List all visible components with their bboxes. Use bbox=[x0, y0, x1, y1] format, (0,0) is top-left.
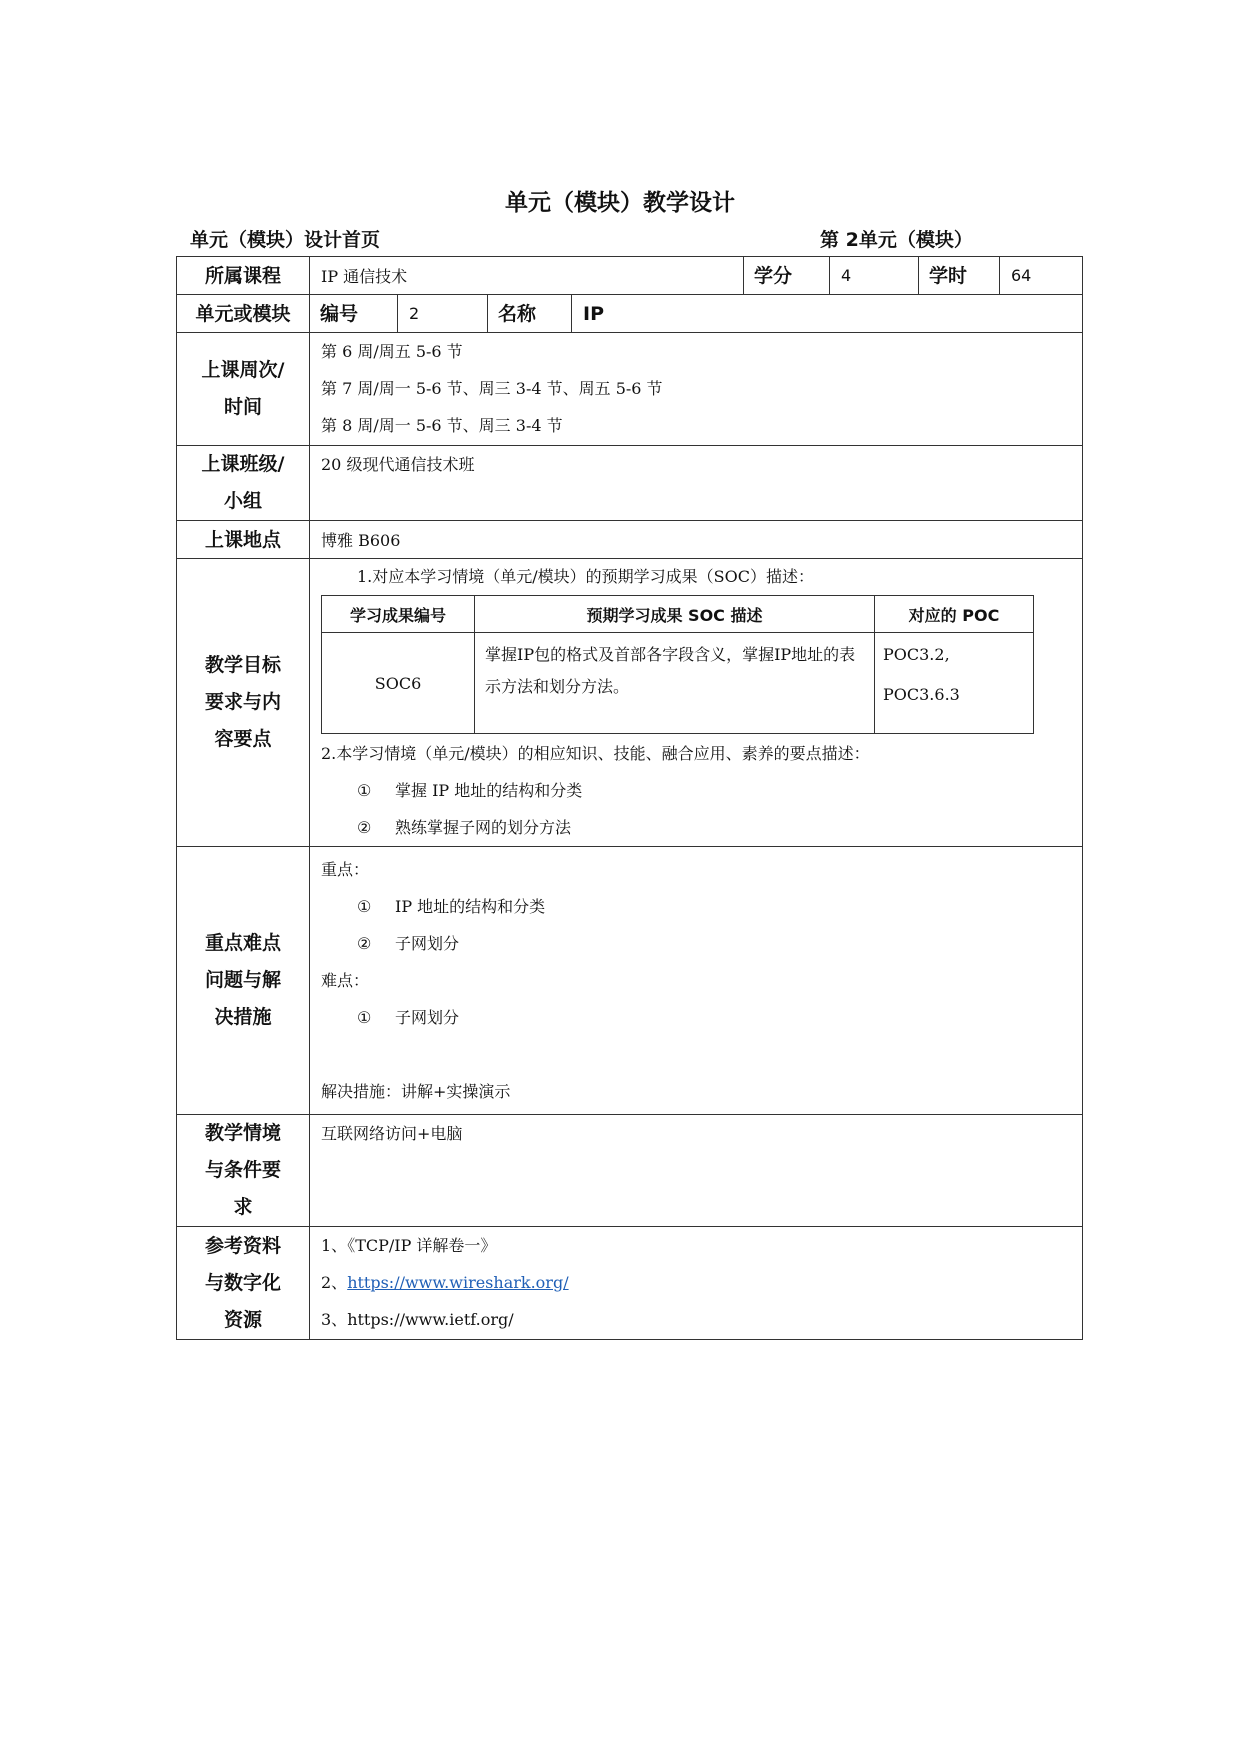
objectives-row bbox=[177, 559, 1083, 847]
schedule-label-text: 上课周次/ 时间 bbox=[201, 359, 285, 418]
credit-label: 学分 bbox=[744, 257, 830, 295]
context-row bbox=[177, 1115, 1083, 1227]
schedule-line: 第 8 周/周一 5-6 节、周三 3-4 节 bbox=[321, 416, 563, 435]
objectives-label-text: 教学目标 要求与内 容要点 bbox=[204, 654, 281, 750]
objectives-content bbox=[310, 559, 1083, 847]
hard-mark: ① bbox=[357, 1008, 372, 1027]
class-value-cell bbox=[310, 446, 1083, 521]
objectives-intro: 1.对应本学习情境（单元/模块）的预期学习成果（SOC）描述： bbox=[357, 567, 814, 586]
reference-link[interactable]: https://www.wireshark.org/ bbox=[347, 1273, 569, 1292]
reference-prefix: 2、 bbox=[321, 1273, 348, 1292]
page-title: 单元（模块）教学设计 bbox=[505, 190, 735, 216]
location-label: 上课地点 bbox=[177, 521, 310, 559]
course-value: IP 通信技术 bbox=[310, 257, 744, 295]
reference-item bbox=[321, 1301, 1082, 1338]
course-row bbox=[177, 257, 1083, 295]
references-label bbox=[177, 1227, 310, 1340]
point-text: 熟练掌握子网的划分方法 bbox=[395, 818, 572, 837]
spacer bbox=[321, 1036, 1082, 1073]
subheader-right: 第 2单元（模块） bbox=[820, 229, 973, 251]
soc-header-poc: 对应的 POC bbox=[875, 596, 1034, 633]
references-content bbox=[310, 1227, 1083, 1340]
key-mark: ② bbox=[357, 934, 372, 953]
subheader-left: 单元（模块）设计首页 bbox=[190, 229, 381, 251]
unit-label: 单元或模块 bbox=[177, 295, 310, 333]
difficulties-row bbox=[177, 847, 1083, 1115]
difficulties-content bbox=[310, 847, 1083, 1115]
unit-name-value: IP bbox=[572, 295, 1083, 333]
location-row bbox=[177, 521, 1083, 559]
key-text: 子网划分 bbox=[395, 934, 460, 953]
soc-table bbox=[321, 595, 1034, 734]
unit-num-label: 编号 bbox=[310, 295, 398, 333]
solution: 解决措施：讲解+实操演示 bbox=[321, 1082, 511, 1101]
location-value: 博雅 B606 bbox=[310, 521, 1083, 559]
key-item bbox=[321, 888, 1082, 925]
class-row bbox=[177, 446, 1083, 521]
point-text: 掌握 IP 地址的结构和分类 bbox=[395, 781, 583, 800]
hard-label: 难点： bbox=[321, 971, 370, 990]
schedule-row bbox=[177, 333, 1083, 446]
context-value-cell bbox=[310, 1115, 1083, 1227]
key-text: IP 地址的结构和分类 bbox=[395, 897, 546, 916]
soc-id: SOC6 bbox=[322, 633, 475, 734]
schedule-line: 第 7 周/周一 5-6 节、周三 3-4 节、周五 5-6 节 bbox=[321, 379, 663, 398]
hard-text: 子网划分 bbox=[395, 1008, 460, 1027]
context-value: 互联网络访问+电脑 bbox=[321, 1124, 463, 1143]
reference-item bbox=[321, 1227, 1082, 1264]
key-mark: ① bbox=[357, 897, 372, 916]
soc-header-id: 学习成果编号 bbox=[322, 596, 475, 633]
reference-prefix: 1、 bbox=[321, 1236, 348, 1255]
references-row bbox=[177, 1227, 1083, 1340]
context-label bbox=[177, 1115, 310, 1227]
point-mark: ② bbox=[357, 818, 372, 837]
soc-poc-2: POC3.6.3 bbox=[883, 685, 960, 704]
key-label: 重点： bbox=[321, 860, 370, 879]
unit-name-label: 名称 bbox=[488, 295, 572, 333]
schedule-line: 第 6 周/周五 5-6 节 bbox=[321, 342, 463, 361]
reference-item bbox=[321, 1264, 1082, 1301]
course-label: 所属课程 bbox=[177, 257, 310, 295]
objectives-label bbox=[177, 559, 310, 847]
class-label-text: 上课班级/ 小组 bbox=[201, 453, 285, 512]
point-mark: ① bbox=[357, 781, 372, 800]
class-value: 20 级现代通信技术班 bbox=[321, 455, 475, 474]
hours-label-cell bbox=[919, 257, 1000, 295]
difficulties-label bbox=[177, 847, 310, 1115]
reference-prefix: 3、 bbox=[321, 1310, 348, 1329]
credit-value: 4 bbox=[830, 257, 919, 295]
hours-label: 学时 bbox=[929, 264, 968, 287]
point-item bbox=[321, 772, 1082, 809]
point-item bbox=[321, 809, 1082, 846]
context-label-text: 教学情境 与条件要 求 bbox=[204, 1122, 281, 1218]
schedule-label bbox=[177, 333, 310, 446]
references-label-text: 参考资料 与数字化 资源 bbox=[204, 1234, 281, 1331]
design-table bbox=[176, 256, 1083, 1340]
hours-value: 64 bbox=[1000, 257, 1083, 295]
unit-num-value: 2 bbox=[398, 295, 488, 333]
class-label bbox=[177, 446, 310, 521]
soc-desc: 掌握IP包的格式及首部各字段含义，掌握IP地址的表示方法和划分方法。 bbox=[475, 633, 875, 734]
schedule-value bbox=[310, 333, 1083, 446]
reference-text: https://www.ietf.org/ bbox=[347, 1310, 514, 1329]
hard-item bbox=[321, 999, 1082, 1036]
reference-text: 《TCP/IP 详解卷一》 bbox=[347, 1236, 497, 1255]
key-item bbox=[321, 925, 1082, 962]
points-intro: 2.本学习情境（单元/模块）的相应知识、技能、融合应用、素养的要点描述： bbox=[321, 744, 870, 763]
soc-poc bbox=[875, 633, 1034, 734]
soc-poc-1: POC3.2, bbox=[883, 645, 950, 664]
unit-row bbox=[177, 295, 1083, 333]
difficulties-label-text: 重点难点 问题与解 决措施 bbox=[204, 932, 281, 1028]
soc-header-desc: 预期学习成果 SOC 描述 bbox=[475, 596, 875, 633]
